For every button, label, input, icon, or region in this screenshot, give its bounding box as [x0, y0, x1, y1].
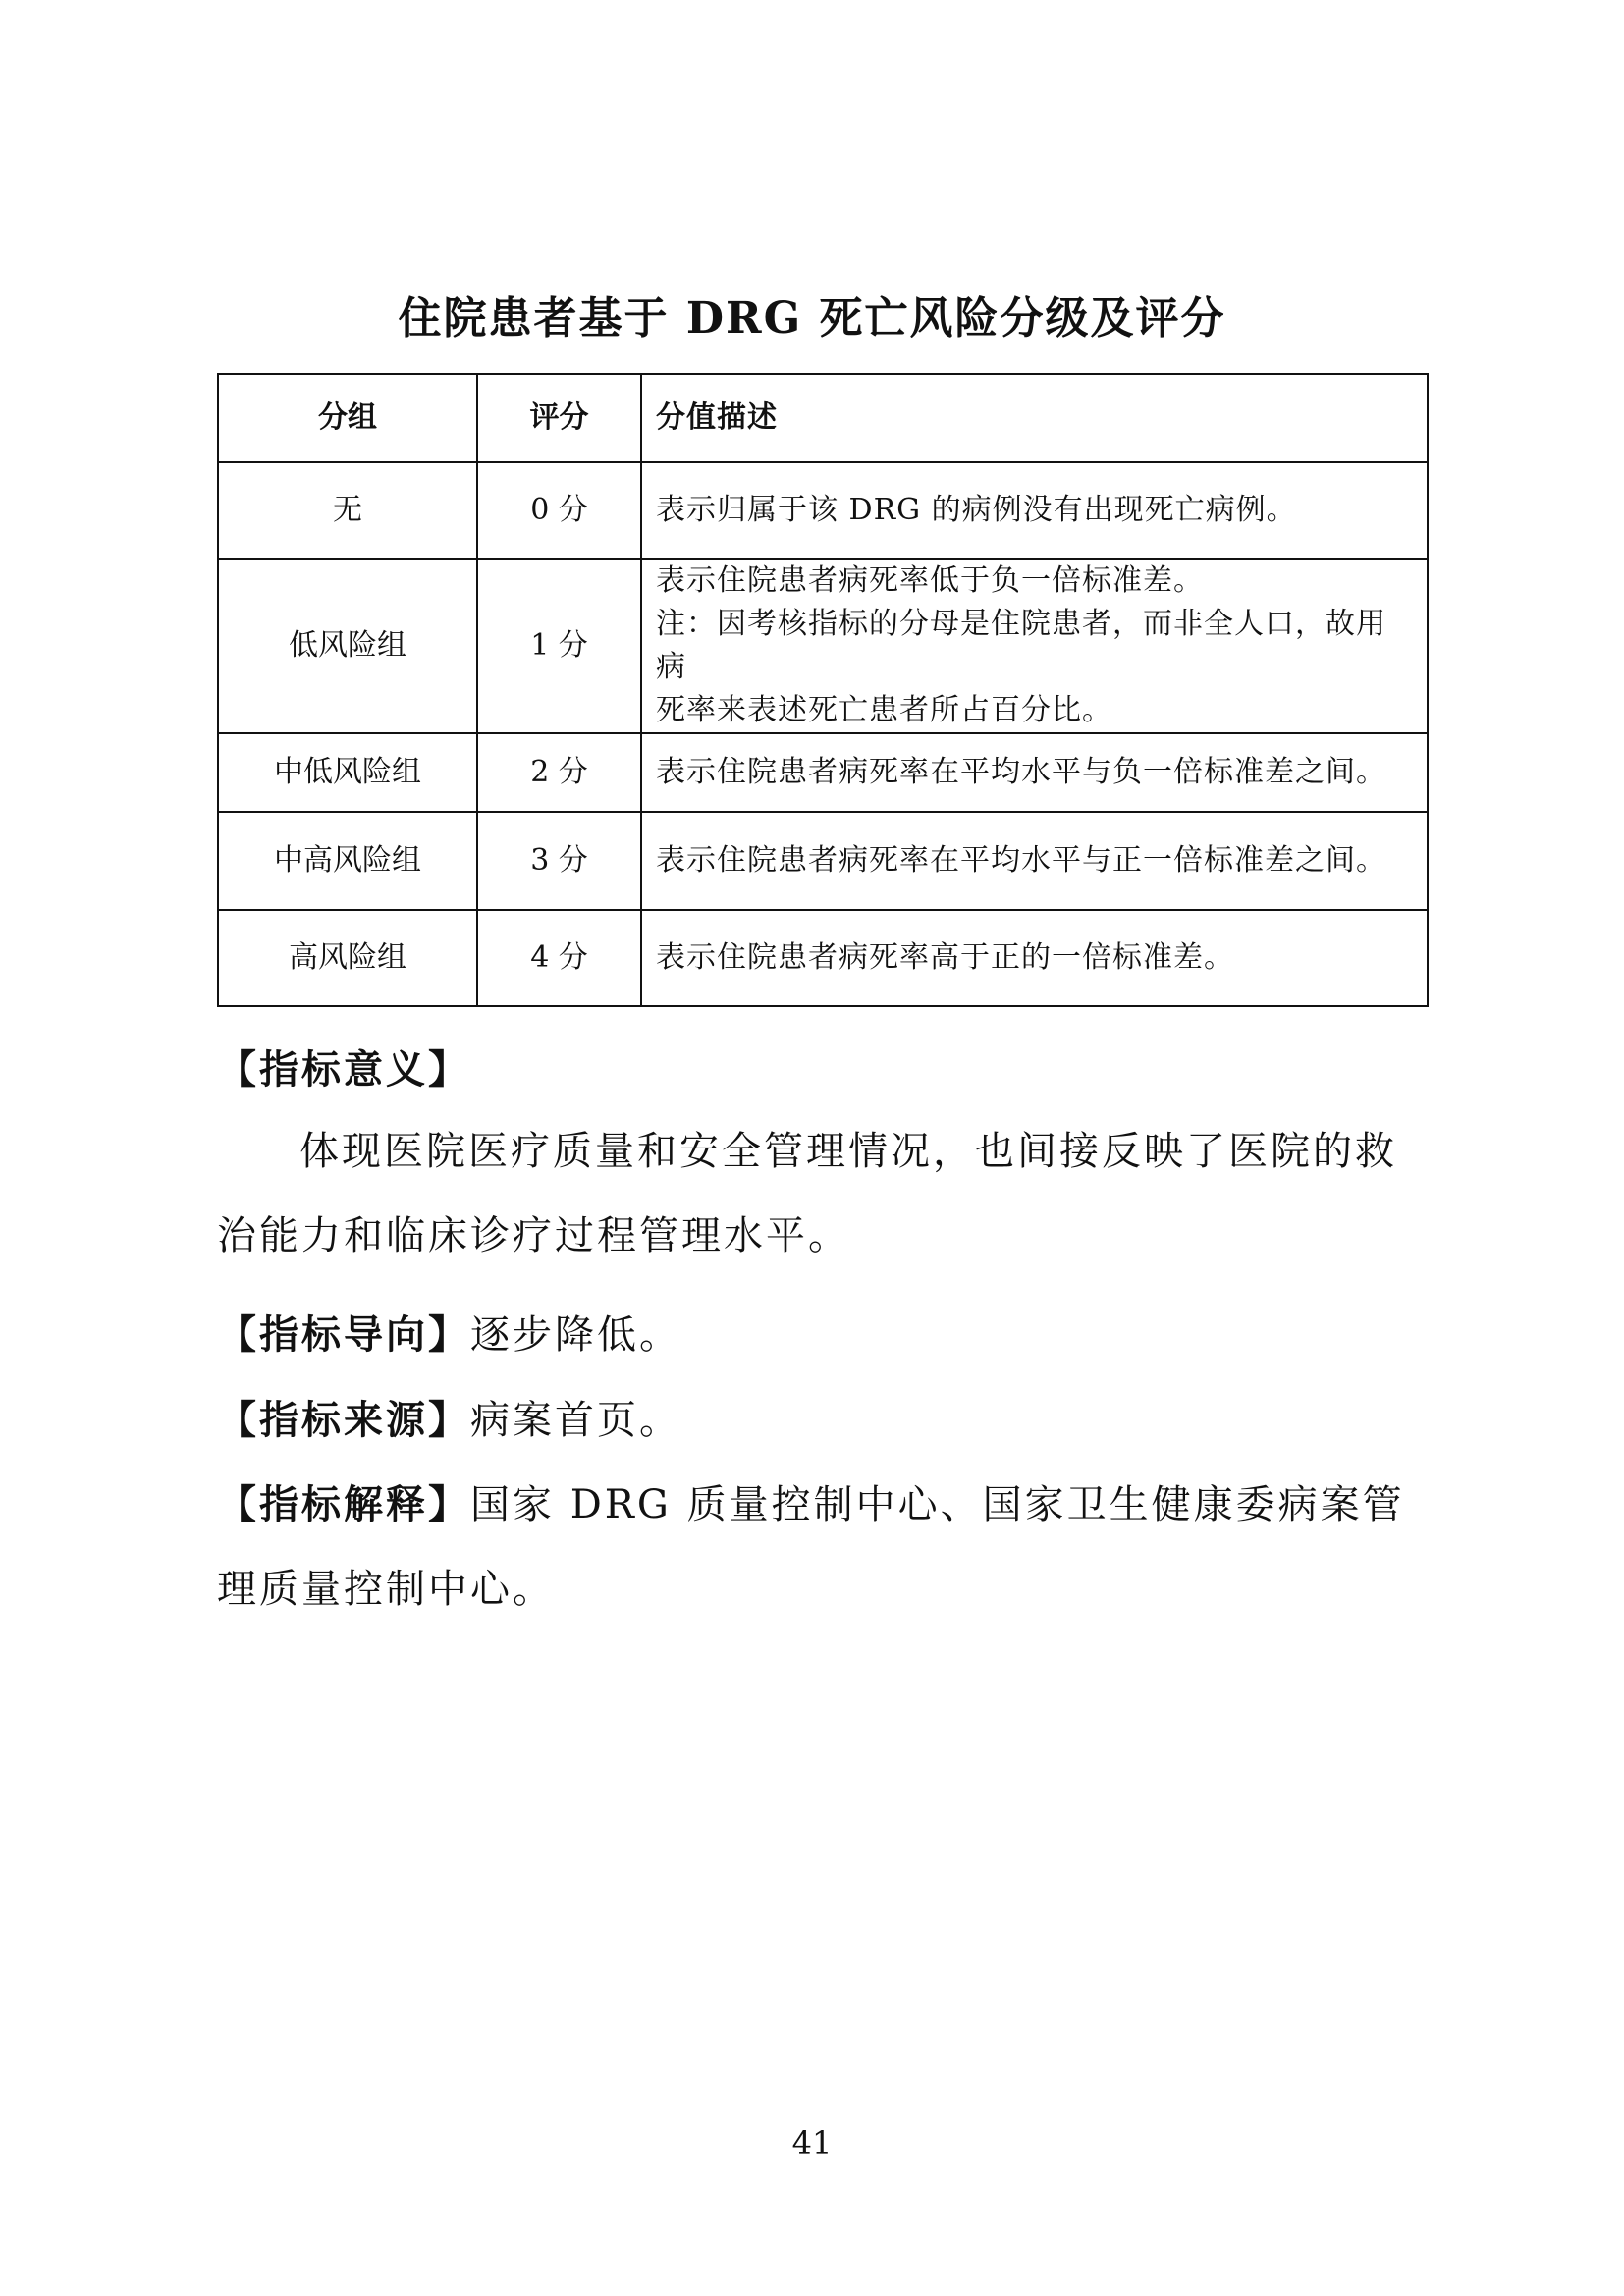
table-row	[218, 462, 1428, 559]
group-cell: 无	[218, 462, 477, 559]
description-line: 表示归属于该 DRG 的病例没有出现死亡病例。	[656, 493, 1297, 527]
score-cell: 0 分	[477, 462, 641, 559]
description-line: 表示住院患者病死率在平均水平与正一倍标准差之间。	[656, 843, 1386, 878]
interpretation-section	[217, 1475, 1435, 1619]
source-text: 病案首页。	[470, 1398, 681, 1443]
description-line: 表示住院患者病死率在平均水平与负一倍标准差之间。	[656, 755, 1386, 789]
significance-section	[217, 1041, 1435, 1278]
significance-heading: 【指标意义】	[217, 1046, 470, 1093]
description-note-line: 死率来表述死亡患者所占百分比。	[656, 693, 1112, 727]
table-row	[218, 559, 1428, 733]
score-cell: 4 分	[477, 910, 641, 1006]
risk-grade-table	[217, 373, 1429, 1007]
description-cell	[641, 910, 1428, 1006]
direction-heading: 【指标导向】	[217, 1311, 470, 1358]
direction-section	[217, 1306, 1435, 1364]
group-cell: 高风险组	[218, 910, 477, 1006]
description-cell	[641, 812, 1428, 910]
group-cell: 低风险组	[218, 559, 477, 733]
score-cell: 1 分	[477, 559, 641, 733]
description-note-line: 注：因考核指标的分母是住院患者，而非全人口，故用病	[656, 607, 1386, 684]
description-cell	[641, 733, 1428, 812]
header-score: 评分	[477, 374, 641, 462]
group-cell: 中高风险组	[218, 812, 477, 910]
description-line: 表示住院患者病死率低于负一倍标准差。	[656, 563, 1204, 598]
table-header-row	[218, 374, 1428, 462]
group-cell: 中低风险组	[218, 733, 477, 812]
significance-text-line: 治能力和临床诊疗过程管理水平。	[217, 1213, 850, 1258]
significance-text-line: 体现医院医疗质量和安全管理情况，也间接反映了医院的救	[299, 1129, 1397, 1174]
header-description: 分值描述	[641, 374, 1428, 462]
description-cell	[641, 559, 1428, 733]
source-heading: 【指标来源】	[217, 1397, 470, 1443]
score-cell: 3 分	[477, 812, 641, 910]
interpretation-heading: 【指标解释】	[217, 1481, 470, 1527]
page-number: 41	[791, 2124, 833, 2162]
table-row	[218, 733, 1428, 812]
description-line: 表示住院患者病死率高于正的一倍标准差。	[656, 940, 1234, 975]
table-row	[218, 812, 1428, 910]
page-title: 住院患者基于 DRG 死亡风险分级及评分	[398, 294, 1226, 344]
table-row	[218, 910, 1428, 1006]
direction-text: 逐步降低。	[470, 1312, 681, 1358]
interpretation-text: 国家 DRG 质量控制中心、国家卫生健康委病案管	[470, 1482, 1405, 1527]
interpretation-line	[217, 1475, 1435, 1534]
header-group: 分组	[218, 374, 477, 462]
description-cell	[641, 462, 1428, 559]
score-cell: 2 分	[477, 733, 641, 812]
source-section	[217, 1391, 1435, 1450]
interpretation-text-line: 理质量控制中心。	[217, 1567, 555, 1612]
